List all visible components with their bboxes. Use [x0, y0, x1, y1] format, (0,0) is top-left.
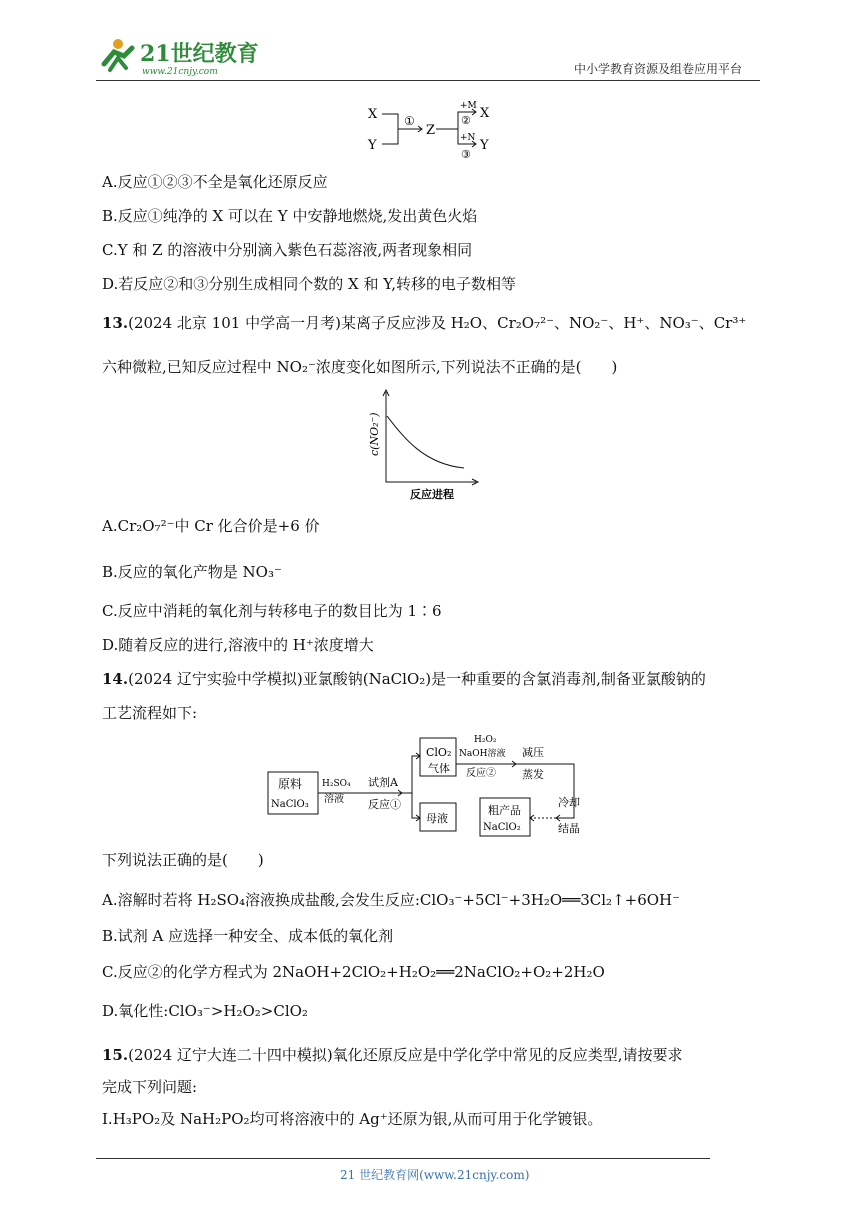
- graph-y-label: c(NO₂⁻): [368, 412, 381, 456]
- plus-m: +M: [460, 101, 477, 111]
- q13-stem-line2: 六种微粒,已知反应过程中 NO₂⁻浓度变化如图所示,下列说法不正确的是( ): [102, 358, 618, 376]
- q15-part1: Ⅰ.H₃PO₂及 NaH₂PO₂均可将溶液中的 Ag⁺还原为银,从而可用于化学镀银。: [102, 1110, 603, 1128]
- q14-option-a: A.溶解时若将 H₂SO₄溶液换成盐酸,会发生反应:ClO₃⁻+5Cl⁻+3H₂O══3Cl₂↑+6OH⁻: [102, 891, 681, 909]
- naclo2-process-flowchart: [262, 728, 592, 840]
- site-logo: [96, 34, 296, 78]
- q14-stem-line1: [102, 669, 706, 689]
- q13-stem-line1: [102, 313, 746, 333]
- platform-name: 中小学教育资源及组卷应用平台: [574, 62, 743, 76]
- crude-product-formula: NaClO₂: [483, 822, 521, 833]
- step-2: ②: [461, 114, 471, 127]
- reagent-h2so4: H₂SO₄: [322, 779, 351, 789]
- q13-source: (2024 北京 101 中学高一月考): [128, 314, 341, 332]
- mother-liquor-label: 母液: [426, 812, 448, 825]
- graph-x-label: 反应进程: [410, 488, 454, 501]
- q14-question: 下列说法正确的是( ): [102, 851, 264, 869]
- footer-divider: [96, 1158, 710, 1159]
- out-x: X: [480, 106, 490, 121]
- q13-option-b: B.反应的氧化产物是 NO₃⁻: [102, 563, 282, 581]
- clo2-label: ClO₂: [426, 746, 452, 759]
- plus-n: +N: [460, 133, 476, 143]
- q12-option-b: B.反应①纯净的 X 可以在 Y 中安静地燃烧,发出黄色火焰: [102, 207, 478, 225]
- reduced-pressure-label: 减压: [522, 746, 544, 759]
- q13-stem-text: 某离子反应涉及 H₂O、Cr₂O₇²⁻、NO₂⁻、H⁺、NO₃⁻、Cr³⁺: [340, 314, 747, 332]
- crude-product-label: 粗产品: [488, 804, 521, 817]
- svg-text:21世纪教育: 21世纪教育: [140, 41, 259, 67]
- q15-stem-line2: 完成下列问题:: [102, 1078, 198, 1096]
- q12-option-d: D.若反应②和③分别生成相同个数的 X 和 Y,转移的电子数相等: [102, 275, 516, 293]
- q12-option-a: A.反应①②③不全是氧化还原反应: [102, 173, 328, 191]
- evaporation-label: 蒸发: [522, 768, 544, 781]
- y-label: Y: [368, 138, 377, 153]
- svg-text:www.21cnjy.com: www.21cnjy.com: [142, 67, 218, 77]
- footer-text: 21 世纪教育网(www.21cnjy.com): [340, 1168, 530, 1182]
- q13-number: 13.: [102, 314, 129, 332]
- q13-option-c: C.反应中消耗的氧化剂与转移电子的数目比为 1∶6: [102, 602, 442, 620]
- q14-stem-text: (2024 辽宁实验中学模拟)亚氯酸钠(NaClO₂)是一种重要的含氯消毒剂,制备亚氯酸钠的: [128, 670, 706, 688]
- q15-number: 15.: [102, 1046, 129, 1064]
- reagent-solution: 溶液: [324, 794, 344, 805]
- crystallization-label: 结晶: [558, 822, 580, 835]
- gas-label: 气体: [428, 762, 450, 775]
- out-y: Y: [480, 138, 489, 153]
- q15-stem-text: (2024 辽宁大连二十四中模拟)氧化还原反应是中学化学中常见的反应类型,请按要求: [128, 1046, 683, 1064]
- cooling-label: 冷却: [558, 796, 580, 809]
- runner-icon: [104, 39, 132, 70]
- q13-option-a: A.Cr₂O₇²⁻中 Cr 化合价是+6 价: [102, 517, 320, 535]
- q13-option-d: D.随着反应的进行,溶液中的 H⁺浓度增大: [102, 636, 374, 654]
- no2-concentration-graph: [364, 386, 484, 504]
- h2o2-label: H₂O₂: [474, 735, 497, 745]
- q14-option-b: B.试剂 A 应选择一种安全、成本低的氧化剂: [102, 927, 394, 945]
- xyz-reaction-diagram: [360, 98, 520, 162]
- q14-option-c: C.反应②的化学方程式为 2NaOH+2ClO₂+H₂O₂══2NaClO₂+O₂+2H₂O: [102, 963, 605, 981]
- z-label: Z: [426, 123, 436, 138]
- step-1: ①: [404, 114, 415, 128]
- q12-option-c: C.Y 和 Z 的溶液中分别滴入紫色石蕊溶液,两者现象相同: [102, 241, 473, 259]
- naoh-solution-label: NaOH溶液: [459, 749, 506, 759]
- q14-stem-line2: 工艺流程如下:: [102, 704, 198, 722]
- step-3: ③: [461, 148, 471, 161]
- x-label: X: [368, 107, 378, 122]
- reaction-2-label: 反应②: [466, 768, 496, 779]
- raw-material-formula: NaClO₃: [271, 799, 309, 810]
- q14-option-d: D.氧化性:ClO₃⁻>H₂O₂>ClO₂: [102, 1002, 308, 1020]
- q14-number: 14.: [102, 670, 129, 688]
- q15-stem-line1: [102, 1045, 683, 1065]
- header-divider: [96, 80, 760, 81]
- raw-material-label: 原料: [278, 777, 303, 791]
- reaction-1-label: 反应①: [368, 798, 401, 811]
- reagent-a-label: 试剂A: [368, 776, 398, 789]
